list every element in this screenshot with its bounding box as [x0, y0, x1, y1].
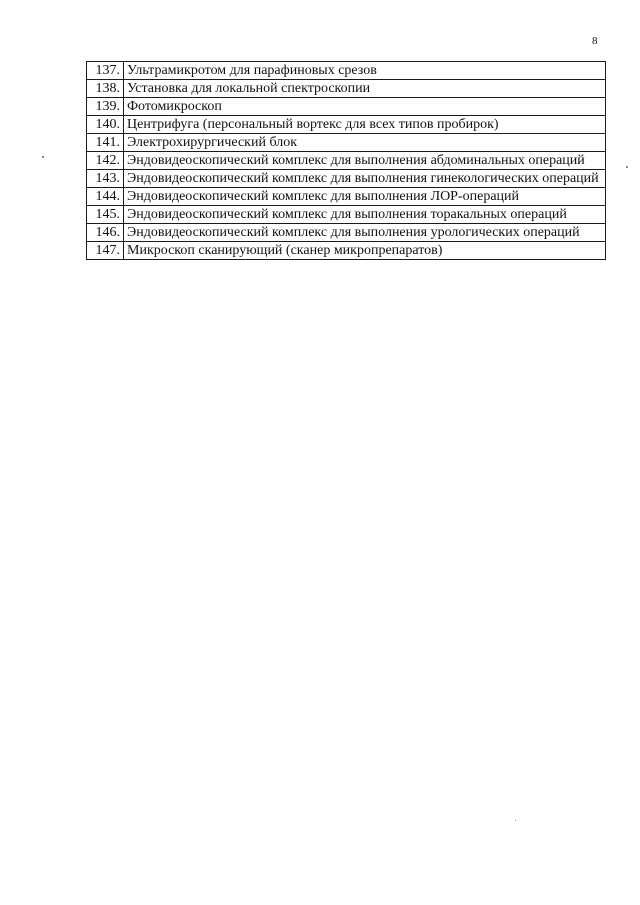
table-row: [87, 188, 606, 206]
row-number: 138.: [87, 80, 124, 98]
scan-speck: [515, 820, 516, 821]
row-number: 137.: [87, 62, 124, 80]
row-number: 145.: [87, 206, 124, 224]
table-row: [87, 62, 606, 80]
row-number: 147.: [87, 242, 124, 260]
table-row: [87, 242, 606, 260]
row-number: 142.: [87, 152, 124, 170]
row-number: 146.: [87, 224, 124, 242]
table-row: [87, 152, 606, 170]
scan-speck: [42, 156, 44, 158]
equipment-name: Эндовидеоскопический комплекс для выполнения гинекологических операций: [124, 170, 606, 188]
equipment-name: Эндовидеоскопический комплекс для выполнения абдоминальных операций: [124, 152, 606, 170]
row-number: 141.: [87, 134, 124, 152]
scan-speck: [626, 166, 628, 168]
equipment-name: Электрохирургический блок: [124, 134, 606, 152]
table-row: [87, 206, 606, 224]
table-row: [87, 98, 606, 116]
equipment-name: Установка для локальной спектроскопии: [124, 80, 606, 98]
equipment-name: Эндовидеоскопический комплекс для выполнения урологических операций: [124, 224, 606, 242]
table-row: [87, 134, 606, 152]
equipment-name: Микроскоп сканирующий (сканер микропрепаратов): [124, 242, 606, 260]
equipment-table: [86, 61, 606, 260]
table-row: [87, 116, 606, 134]
equipment-name: Центрифуга (персональный вортекс для всех типов пробирок): [124, 116, 606, 134]
row-number: 140.: [87, 116, 124, 134]
row-number: 144.: [87, 188, 124, 206]
equipment-name: Эндовидеоскопический комплекс для выполнения торакальных операций: [124, 206, 606, 224]
row-number: 143.: [87, 170, 124, 188]
table-row: [87, 224, 606, 242]
table-row: [87, 170, 606, 188]
equipment-name: Ультрамикротом для парафиновых срезов: [124, 62, 606, 80]
equipment-name: Фотомикроскоп: [124, 98, 606, 116]
page-number: 8: [592, 35, 598, 47]
table-row: [87, 80, 606, 98]
row-number: 139.: [87, 98, 124, 116]
equipment-name: Эндовидеоскопический комплекс для выполнения ЛОР-операций: [124, 188, 606, 206]
